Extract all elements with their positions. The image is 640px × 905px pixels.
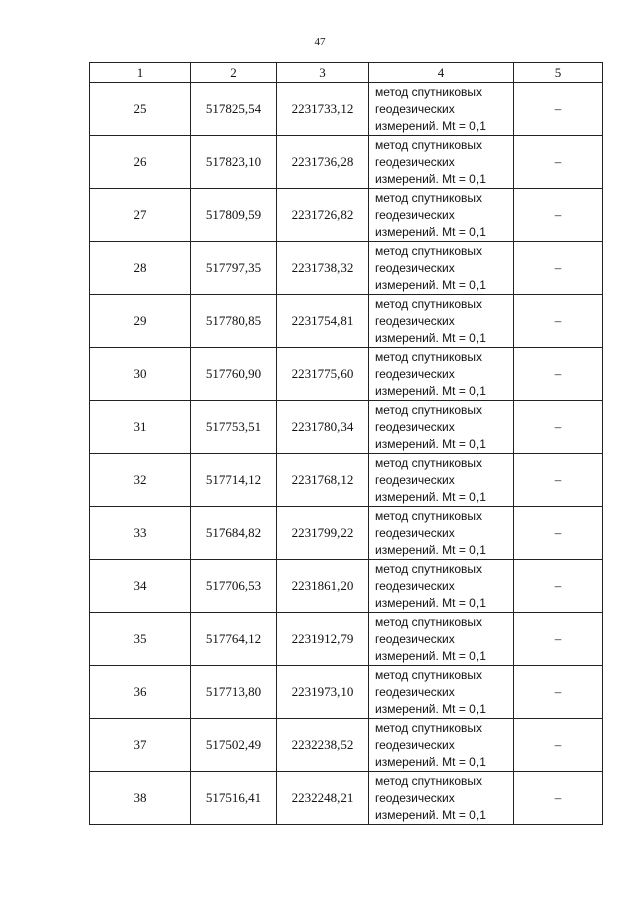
point-number-cell: 25 [90,83,191,136]
method-text-line: метод спутниковых [375,84,483,99]
method-text-line: измерений. Mt = 0,1 [375,118,486,133]
x-coordinate-cell: 517764,12 [191,613,277,666]
note-cell: – [514,507,603,560]
point-number-cell: 29 [90,295,191,348]
point-number-cell: 32 [90,454,191,507]
method-text-line: измерений. Mt = 0,1 [375,648,486,663]
x-coordinate-cell: 517780,85 [191,295,277,348]
method-text-line: геодезических [375,684,455,699]
table-row [90,772,603,825]
method-text-line: геодезических [375,260,455,275]
method-text-line: метод спутниковых [375,773,483,788]
x-coordinate-cell: 517797,35 [191,242,277,295]
y-coordinate-cell: 2231736,28 [277,136,369,189]
method-text-line: метод спутниковых [375,614,483,629]
method-text-line: метод спутниковых [375,349,483,364]
method-cell [369,719,514,772]
y-coordinate-cell: 2231799,22 [277,507,369,560]
table-row [90,507,603,560]
method-text-line: измерений. Mt = 0,1 [375,489,486,504]
table-row [90,666,603,719]
method-text-line: геодезических [375,366,455,381]
method-text-line: геодезических [375,631,455,646]
method-text-line: геодезических [375,472,455,487]
note-cell: – [514,242,603,295]
note-cell: – [514,719,603,772]
method-cell [369,401,514,454]
method-cell [369,83,514,136]
table-row [90,242,603,295]
table-row [90,136,603,189]
method-text-line: метод спутниковых [375,243,483,258]
x-coordinate-cell: 517823,10 [191,136,277,189]
method-text-line: метод спутниковых [375,190,483,205]
method-cell [369,613,514,666]
y-coordinate-cell: 2231726,82 [277,189,369,242]
y-coordinate-cell: 2231973,10 [277,666,369,719]
column-header-4: 4 [369,63,514,83]
column-header-5: 5 [514,63,603,83]
y-coordinate-cell: 2231768,12 [277,454,369,507]
note-cell: – [514,666,603,719]
x-coordinate-cell: 517516,41 [191,772,277,825]
table-row [90,348,603,401]
y-coordinate-cell: 2231780,34 [277,401,369,454]
note-cell: – [514,83,603,136]
table-row [90,719,603,772]
x-coordinate-cell: 517825,54 [191,83,277,136]
point-number-cell: 26 [90,136,191,189]
table-row [90,613,603,666]
method-text-line: измерений. Mt = 0,1 [375,542,486,557]
y-coordinate-cell: 2231738,32 [277,242,369,295]
point-number-cell: 38 [90,772,191,825]
method-text-line: измерений. Mt = 0,1 [375,701,486,716]
y-coordinate-cell: 2231861,20 [277,560,369,613]
method-text-line: метод спутниковых [375,508,483,523]
y-coordinate-cell: 2231775,60 [277,348,369,401]
method-cell [369,348,514,401]
note-cell: – [514,401,603,454]
method-text-line: метод спутниковых [375,402,483,417]
method-text-line: измерений. Mt = 0,1 [375,807,486,822]
method-text-line: геодезических [375,525,455,540]
y-coordinate-cell: 2231912,79 [277,613,369,666]
table-body [90,83,603,825]
y-coordinate-cell: 2232248,21 [277,772,369,825]
table-row [90,454,603,507]
note-cell: – [514,560,603,613]
method-text-line: метод спутниковых [375,561,483,576]
coordinates-table [89,62,603,825]
method-cell [369,666,514,719]
point-number-cell: 33 [90,507,191,560]
method-text-line: метод спутниковых [375,137,483,152]
table-row [90,189,603,242]
x-coordinate-cell: 517684,82 [191,507,277,560]
point-number-cell: 31 [90,401,191,454]
x-coordinate-cell: 517706,53 [191,560,277,613]
point-number-cell: 30 [90,348,191,401]
x-coordinate-cell: 517760,90 [191,348,277,401]
x-coordinate-cell: 517753,51 [191,401,277,454]
method-cell [369,295,514,348]
point-number-cell: 27 [90,189,191,242]
method-text-line: метод спутниковых [375,296,483,311]
column-header-3: 3 [277,63,369,83]
column-header-1: 1 [90,63,191,83]
method-cell [369,507,514,560]
table-header-row [90,63,603,83]
method-text-line: измерений. Mt = 0,1 [375,330,486,345]
note-cell: – [514,772,603,825]
method-cell [369,136,514,189]
note-cell: – [514,136,603,189]
table-row [90,560,603,613]
note-cell: – [514,189,603,242]
method-text-line: измерений. Mt = 0,1 [375,277,486,292]
point-number-cell: 36 [90,666,191,719]
table-row [90,83,603,136]
method-text-line: геодезических [375,101,455,116]
method-text-line: геодезических [375,207,455,222]
note-cell: – [514,348,603,401]
page-number: 47 [314,36,326,48]
method-text-line: геодезических [375,313,455,328]
table-row [90,401,603,454]
method-text-line: метод спутниковых [375,720,483,735]
method-text-line: геодезических [375,790,455,805]
table-row [90,295,603,348]
method-text-line: метод спутниковых [375,667,483,682]
method-cell [369,189,514,242]
y-coordinate-cell: 2231754,81 [277,295,369,348]
method-text-line: геодезических [375,578,455,593]
method-text-line: измерений. Mt = 0,1 [375,595,486,610]
note-cell: – [514,454,603,507]
y-coordinate-cell: 2231733,12 [277,83,369,136]
note-cell: – [514,295,603,348]
point-number-cell: 35 [90,613,191,666]
column-header-2: 2 [191,63,277,83]
x-coordinate-cell: 517809,59 [191,189,277,242]
method-text-line: измерений. Mt = 0,1 [375,436,486,451]
y-coordinate-cell: 2232238,52 [277,719,369,772]
x-coordinate-cell: 517713,80 [191,666,277,719]
method-cell [369,454,514,507]
point-number-cell: 34 [90,560,191,613]
method-text-line: измерений. Mt = 0,1 [375,754,486,769]
method-cell [369,560,514,613]
method-text-line: геодезических [375,737,455,752]
method-text-line: геодезических [375,154,455,169]
point-number-cell: 37 [90,719,191,772]
x-coordinate-cell: 517714,12 [191,454,277,507]
method-cell [369,772,514,825]
method-text-line: измерений. Mt = 0,1 [375,383,486,398]
method-text-line: измерений. Mt = 0,1 [375,171,486,186]
method-text-line: геодезических [375,419,455,434]
method-text-line: метод спутниковых [375,455,483,470]
method-cell [369,242,514,295]
point-number-cell: 28 [90,242,191,295]
x-coordinate-cell: 517502,49 [191,719,277,772]
note-cell: – [514,613,603,666]
method-text-line: измерений. Mt = 0,1 [375,224,486,239]
